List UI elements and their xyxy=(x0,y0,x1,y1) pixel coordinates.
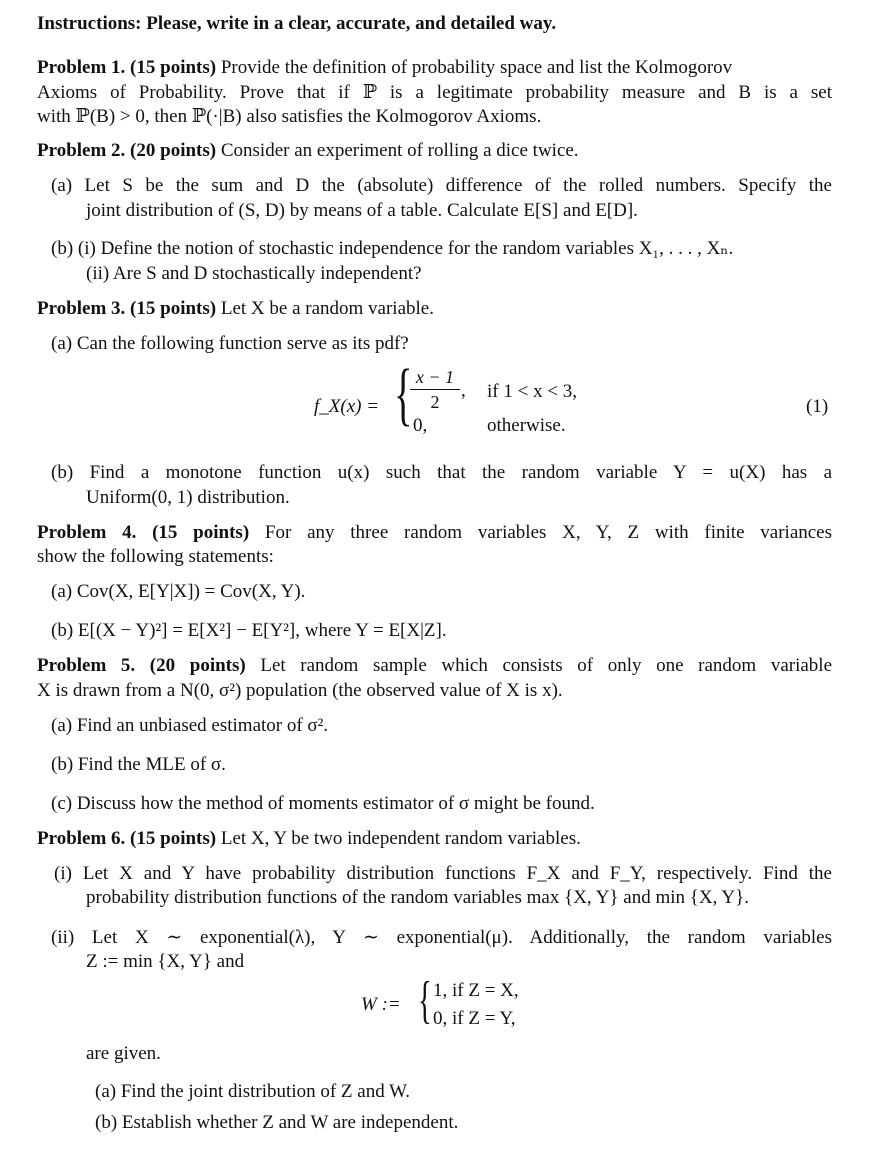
problem-2b-text-1: (b) (i) Define the notion of stochastic independence for the random variables X₁, . . . , Xₙ. xyxy=(51,238,734,259)
problem-4a-text: (a) Cov(X, E[Y|X]) = Cov(X, Y). xyxy=(51,581,306,602)
problem-4-text-1: For any three random variables X, Y, Z with finite variances xyxy=(264,522,833,543)
problem-3-line-1 xyxy=(37,298,434,320)
pdf-condition-2: otherwise. xyxy=(487,415,566,436)
problem-6-text-1: Let X, Y be two independent random variables. xyxy=(220,828,581,849)
w-case-1: 1, if Z = X, xyxy=(433,980,519,1001)
problem-2-heading: Problem 2. (20 points) xyxy=(37,140,217,161)
problem-3-heading: Problem 3. (15 points) xyxy=(37,298,217,319)
problem-1-text-2: Axioms of Probability. Prove that if ℙ is a legitimate probability measure and B is a set xyxy=(37,82,832,103)
problem-4-text-2: show the following statements: xyxy=(37,546,274,567)
w-brace: { xyxy=(418,972,432,1029)
problem-5-heading: Problem 5. (20 points) xyxy=(37,655,246,676)
problem-2-text-1: Consider an experiment of rolling a dice twice. xyxy=(220,140,579,161)
problem-6i-text-1: (i) Let X and Y have probability distribution functions F_X and F_Y, respectively. Find the xyxy=(54,863,832,884)
problem-2b-text-2: (ii) Are S and D stochastically independent? xyxy=(86,263,422,284)
problem-6ii-given: are given. xyxy=(86,1043,161,1064)
w-lhs: W := xyxy=(361,994,401,1015)
problem-6ii-b-text: (b) Establish whether Z and W are independent. xyxy=(95,1112,459,1133)
pdf-numerator: x − 1 xyxy=(415,367,455,387)
pdf-fraction xyxy=(410,367,460,412)
problem-1-text-3: with ℙ(B) > 0, then ℙ(·|B) also satisfies the Kolmogorov Axioms. xyxy=(37,106,542,127)
pdf-comma: , xyxy=(461,380,466,401)
problem-5a-text: (a) Find an unbiased estimator of σ². xyxy=(51,715,329,736)
problem-2a-text-1: (a) Let S be the sum and D the (absolute) difference of the rolled numbers. Specify the xyxy=(51,175,832,196)
problem-1-text-1: Provide the definition of probability space and list the Kolmogorov xyxy=(220,57,733,78)
problem-3-text-1: Let X be a random variable. xyxy=(220,298,434,319)
problem-1-heading: Problem 1. (15 points) xyxy=(37,57,217,78)
equation-number: (1) xyxy=(806,396,829,417)
problem-4b-text: (b) E[(X − Y)²] = E[X²] − E[Y²], where Y = E[X|Z]. xyxy=(51,620,447,641)
pdf-denominator: 2 xyxy=(430,392,440,412)
pdf-brace: { xyxy=(394,356,413,433)
problem-2a-text-2: joint distribution of (S, D) by means of a table. Calculate E[S] and E[D]. xyxy=(86,200,638,221)
pdf-condition-1: if 1 < x < 3, xyxy=(487,381,578,402)
problem-6ii-a-text: (a) Find the joint distribution of Z and W. xyxy=(95,1081,411,1102)
instructions: Instructions: Please, write in a clear, accurate, and detailed way. xyxy=(37,13,557,34)
problem-3b-text-1: (b) Find a monotone function u(x) such that the random variable Y = u(X) has a xyxy=(51,462,832,483)
problem-6i-text-2: probability distribution functions of the random variables max {X, Y} and min {X, Y}. xyxy=(86,887,750,908)
problem-4-line-1 xyxy=(37,522,832,544)
problem-5-line-1 xyxy=(37,655,832,677)
problem-4-heading: Problem 4. (15 points) xyxy=(37,522,250,543)
problem-6ii-text-1: (ii) Let X ∼ exponential(λ), Y ∼ exponential(μ). Additionally, the random variables xyxy=(51,927,832,948)
problem-6-heading: Problem 6. (15 points) xyxy=(37,828,217,849)
problem-5-text-2: X is drawn from a N(0, σ²) population (the observed value of X is x). xyxy=(37,680,563,701)
problem-3b-text-2: Uniform(0, 1) distribution. xyxy=(86,487,290,508)
problem-5c-text: (c) Discuss how the method of moments estimator of σ might be found. xyxy=(51,793,595,814)
problem-5b-text: (b) Find the MLE of σ. xyxy=(51,754,226,775)
problem-6ii-text-2: Z := min {X, Y} and xyxy=(86,951,245,972)
problem-6-line-1 xyxy=(37,828,581,850)
pdf-lhs: f_X(x) = xyxy=(314,396,380,417)
problem-5-text-1: Let random sample which consists of only one random variable xyxy=(260,655,833,676)
pdf-case-zero: 0, xyxy=(413,415,428,436)
problem-1-line-1 xyxy=(37,57,832,79)
w-case-2: 0, if Z = Y, xyxy=(433,1008,516,1029)
problem-3a-text: (a) Can the following function serve as its pdf? xyxy=(51,333,409,354)
problem-2-line-1 xyxy=(37,140,579,162)
